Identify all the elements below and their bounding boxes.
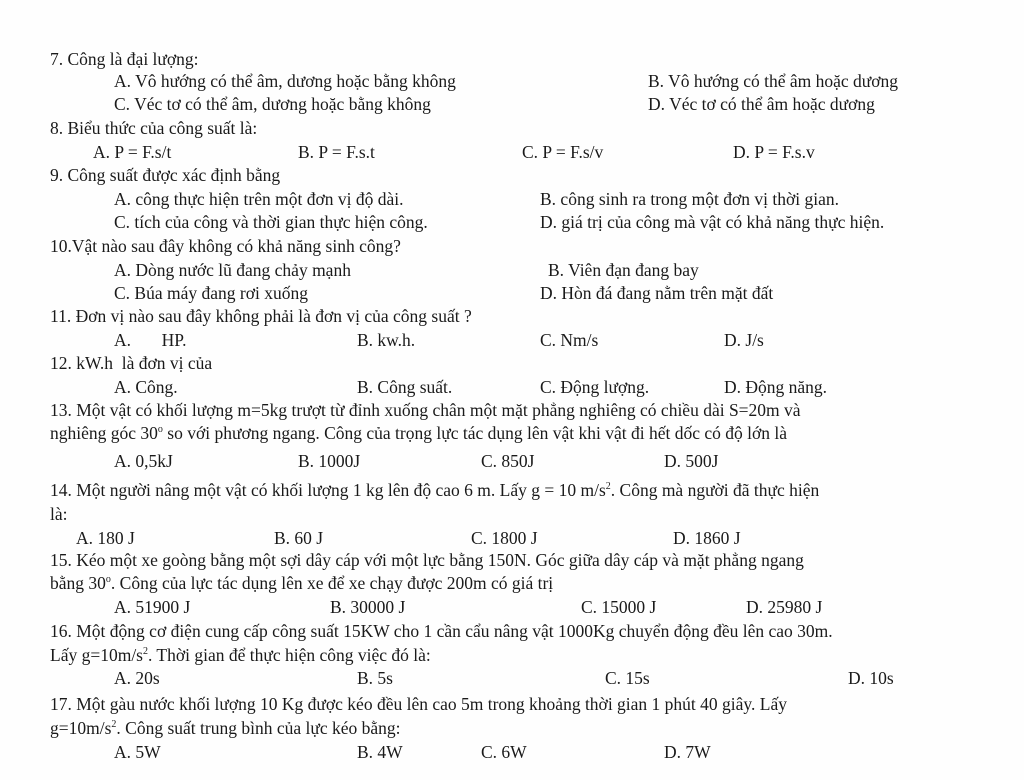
question-8-option-a: A. P = F.s/t — [93, 142, 172, 162]
question-15-option-a: A. 51900 J — [114, 597, 191, 617]
question-8-option-c: C. P = F.s/v — [522, 142, 604, 162]
question-9-stem: 9. Công suất được xác định bằng — [50, 165, 281, 185]
question-8-option-b: B. P = F.s.t — [298, 142, 375, 162]
question-16-stem-line1: 16. Một động cơ điện cung cấp công suất 15KW cho 1 cần cẩu nâng vật 1000Kg chuyển động đều lên cao 30m. — [50, 621, 833, 641]
question-15-stem-line2: bằng 30$^o$. Công của lực tác dụng lên xe để xe chạy được 200m có giá trị — [50, 573, 554, 593]
question-13-option-b: B. 1000J — [298, 451, 361, 471]
question-8-option-d: D. P = F.s.v — [733, 142, 815, 162]
question-15-option-b: B. 30000 J — [330, 597, 406, 617]
question-17-stem-line2: $g=10m/s^2$. Công suất trung bình của lực kéo bằng: — [50, 718, 401, 738]
question-10-option-a: A. Dòng nước lũ đang chảy mạnh — [114, 260, 351, 280]
question-13-option-c: C. 850J — [481, 451, 535, 471]
question-15-option-c: C. 15000 J — [581, 597, 657, 617]
question-11-stem: 11. Đơn vị nào sau đây không phải là đơn vị của công suất ? — [50, 306, 472, 326]
question-11-option-b: B. kw.h. — [357, 330, 416, 350]
question-9-option-a: A. công thực hiện trên một đơn vị độ dài. — [114, 189, 404, 209]
question-12-option-b: B. Công suất. — [357, 377, 453, 397]
question-7-option-c: C. Véc tơ có thể âm, dương hoặc bằng không — [114, 94, 431, 114]
question-9-option-c: C. tích của công và thời gian thực hiện công. — [114, 212, 428, 232]
question-10-option-b: B. Viên đạn đang bay — [548, 260, 699, 280]
question-17-option-b: B. 4W — [357, 742, 403, 762]
question-17-stem-line1: 17. Một gàu nước khối lượng 10 Kg được kéo đều lên cao 5m trong khoảng thời gian 1 phút 40 giây. Lấy — [50, 694, 787, 714]
question-13-option-d: D. 500J — [664, 451, 719, 471]
question-7-option-b: B. Vô hướng có thể âm hoặc dương — [648, 71, 899, 91]
question-15-stem-line1: 15. Kéo một xe goòng bằng một sợi dây cáp với một lực bằng 150N. Góc giữa dây cáp và mặt phẳng ngang — [50, 550, 804, 570]
question-14-stem-line2: là: — [50, 504, 68, 524]
question-16-stem-line2: Lấy $g=10m/s^2$. Thời gian để thực hiện công việc đó là: — [50, 645, 431, 665]
question-14-stem-line1: 14. Một người nâng một vật có khối lượng 1 kg lên độ cao 6 m. Lấy g = 10 $m/s^2$. Công mà người đã thực hiện — [50, 480, 820, 500]
question-10-option-c: C. Búa máy đang rơi xuống — [114, 283, 308, 303]
question-7-option-d: D. Véc tơ có thể âm hoặc dương — [648, 94, 875, 114]
question-7-stem: 7. Công là đại lượng: — [50, 49, 199, 69]
question-10-stem: 10.Vật nào sau đây không có khả năng sinh công? — [50, 236, 401, 256]
question-11-option-d: D. J/s — [724, 330, 764, 350]
question-17-option-d: D. 7W — [664, 742, 711, 762]
question-16-option-c: C. 15s — [605, 668, 650, 688]
question-13-stem-line2: nghiêng góc 30$^o$ so với phương ngang. Công của trọng lực tác dụng lên vật khi vật đi hết dốc có độ lớn là — [50, 423, 788, 443]
question-11-option-c: C. Nm/s — [540, 330, 599, 350]
question-9-option-b: B. công sinh ra trong một đơn vị thời gian. — [540, 189, 839, 209]
question-12-option-c: C. Động lượng. — [540, 377, 650, 397]
question-10-option-d: D. Hòn đá đang nằm trên mặt đất — [540, 283, 774, 303]
question-17-option-a: A. 5W — [114, 742, 161, 762]
question-16-option-b: B. 5s — [357, 668, 393, 688]
question-13-option-a: A. 0,5kJ — [114, 451, 173, 471]
question-12-option-d: D. Động năng. — [724, 377, 828, 397]
question-9-option-d: D. giá trị của công mà vật có khả năng thực hiện. — [540, 212, 885, 232]
question-15-option-d: D. 25980 J — [746, 597, 823, 617]
question-12-option-a: A. Công. — [114, 377, 178, 397]
question-12-stem: 12. kW.h là đơn vị của — [50, 353, 213, 373]
question-7-option-a: A. Vô hướng có thể âm, dương hoặc bằng không — [114, 71, 456, 91]
question-11-option-a: A. HP. — [114, 330, 187, 350]
question-17-option-c: C. 6W — [481, 742, 527, 762]
question-14-option-b: B. 60 J — [274, 528, 324, 548]
question-14-option-d: D. 1860 J — [673, 528, 741, 548]
question-16-option-d: D. 10s — [848, 668, 894, 688]
question-14-option-c: C. 1800 J — [471, 528, 538, 548]
question-8-stem: 8. Biểu thức của công suất là: — [50, 118, 258, 138]
question-16-option-a: A. 20s — [114, 668, 160, 688]
question-14-option-a: A. 180 J — [76, 528, 135, 548]
question-13-stem-line1: 13. Một vật có khối lượng m=5kg trượt từ đỉnh xuống chân một mặt phẳng nghiêng có chiều dài S=20m và — [50, 400, 801, 420]
